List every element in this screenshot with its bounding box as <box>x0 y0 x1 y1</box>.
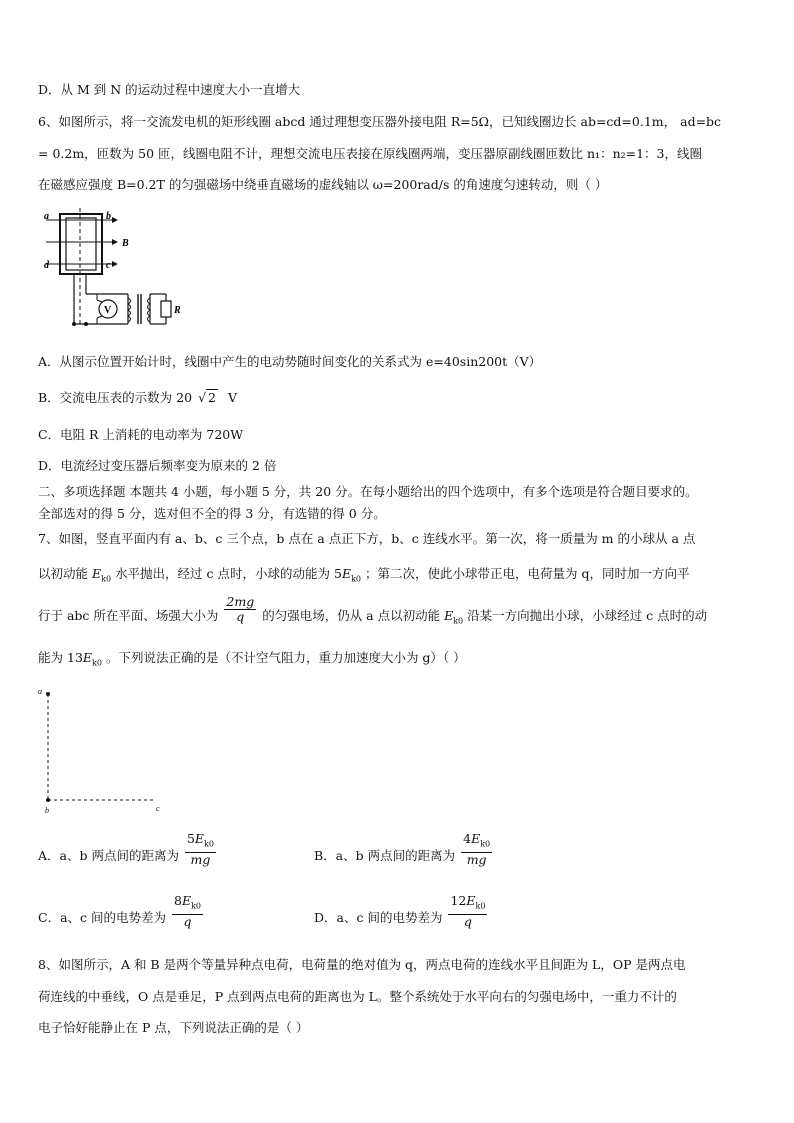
section2-heading-line2: 全部选对的得 5 分，选对但不全的得 3 分，有选错的得 0 分。 <box>38 506 386 521</box>
field-strength-fraction: $\frac{2mg}{q}$ <box>226 594 255 624</box>
q8-stem-line3: 电子恰好能静止在 P 点，下列说法正确的是（ ） <box>38 1020 309 1035</box>
q6-fig-label-field-b: B <box>122 238 129 249</box>
q6-fig-label-r: R <box>174 305 181 316</box>
q7-option-c: C．a、c 间的电势差为 $\frac{8E_{k0}}{q}$ <box>38 893 201 929</box>
q6-fig-label-b: b <box>106 211 111 222</box>
q7-stem-line1: 7、如图，竖直平面内有 a、b、c 三个点，b 点在 a 点正下方，b、c 连线水平。第一次，将一质量为 m 的小球从 a 点 <box>38 531 696 546</box>
q6-stem-line2: = 0.2m，匝数为 50 匝，线圈电阻不计，理想交流电压表接在原线圈两端，变压器原副线圈匝数比 n₁：n₂=1：3，线圈 <box>38 146 703 161</box>
sqrt-symbol: √ <box>198 390 207 405</box>
q7-fig-label-a: a <box>38 687 42 696</box>
q7-option-c-fraction: $\frac{8E_{k0}}{q}$ <box>173 893 201 929</box>
prev-option-d: D．从 M 到 N 的运动过程中速度大小一直增大 <box>38 82 301 97</box>
q6-fig-label-a: a <box>44 211 49 222</box>
q6-option-b: B．交流电压表的示数为 20 √ 2 V <box>38 390 237 405</box>
q7-stem-line3: 行于 abc 所在平面、场强大小为 $\frac{2mg}{q}$ 的匀强电场，仍从 a 点以初动能 $E_{k0}$ 沿某一方向抛出小球，小球经过 c 点时的动 <box>38 594 708 626</box>
q7-option-d-fraction: $\frac{12E_{k0}}{q}$ <box>450 893 486 929</box>
q7-option-a: A．a、b 两点间的距离为 $\frac{5E_{k0}}{mg}$ <box>38 831 214 867</box>
q7-points-diagram <box>36 684 176 816</box>
q6-option-c: C．电阻 R 上消耗的电动率为 720W <box>38 427 244 442</box>
q7-option-a-fraction: $\frac{5E_{k0}}{mg}$ <box>186 831 214 867</box>
q7-option-d: D．a、c 间的电势差为 $\frac{12E_{k0}}{q}$ <box>314 893 486 929</box>
q8-stem-line1: 8、如图所示，A 和 B 是两个等量异种点电荷，电荷量的绝对值为 q，两点电荷的连线水平且间距为 L，OP 是两点电 <box>38 957 686 972</box>
section2-heading-line1: 二、多项选择题 本题共 4 小题，每小题 5 分，共 20 分。在每小题给出的四个选项中，有多个选项是符合题目要求的。 <box>38 484 698 499</box>
q6-fig-label-d: d <box>44 260 49 271</box>
q7-stem-line2: 以初动能 $E_{k0}$ 水平抛出，经过 c 点时，小球的动能为 $5E_{k0}$ ；第二次，使此小球带正电，电荷量为 q，同时加一方向平 <box>38 566 690 584</box>
q8-stem-line2: 荷连线的中垂线，O 点是垂足，P 点到两点电荷的距离也为 L。整个系统处于水平向右的匀强电场中，一重力不计的 <box>38 989 677 1004</box>
q7-option-b: B．a、b 两点间的距离为 $\frac{4E_{k0}}{mg}$ <box>314 831 491 867</box>
q6-stem-line3: 在磁感应强度 B=0.2T 的匀强磁场中绕垂直磁场的虚线轴以 ω=200rad/s 的角速度匀速转动，则（ ） <box>38 177 608 192</box>
q6-generator-diagram <box>42 208 192 333</box>
q6-option-d: D．电流经过变压器后频率变为原来的 2 倍 <box>38 458 277 473</box>
q7-fig-label-c: c <box>156 804 160 813</box>
q6-fig-label-c: c <box>106 260 111 271</box>
q6-fig-label-voltmeter: V <box>104 305 112 316</box>
q6-option-a: A．从图示位置开始计时，线圈中产生的电动势随时间变化的关系式为 e=40sin200t（V） <box>38 354 542 369</box>
q7-option-b-fraction: $\frac{4E_{k0}}{mg}$ <box>463 831 491 867</box>
q7-fig-label-b: b <box>45 806 49 815</box>
q7-stem-line4: 能为 $13E_{k0}$ 。下列说法正确的是（不计空气阻力，重力加速度大小为 g）（ ） <box>38 650 466 668</box>
q6-stem-line1: 6、如图所示，将一交流发电机的矩形线圈 abcd 通过理想变压器外接电阻 R=5Ω，已知线圈边长 ab=cd=0.1m， ad=bc <box>38 114 722 129</box>
